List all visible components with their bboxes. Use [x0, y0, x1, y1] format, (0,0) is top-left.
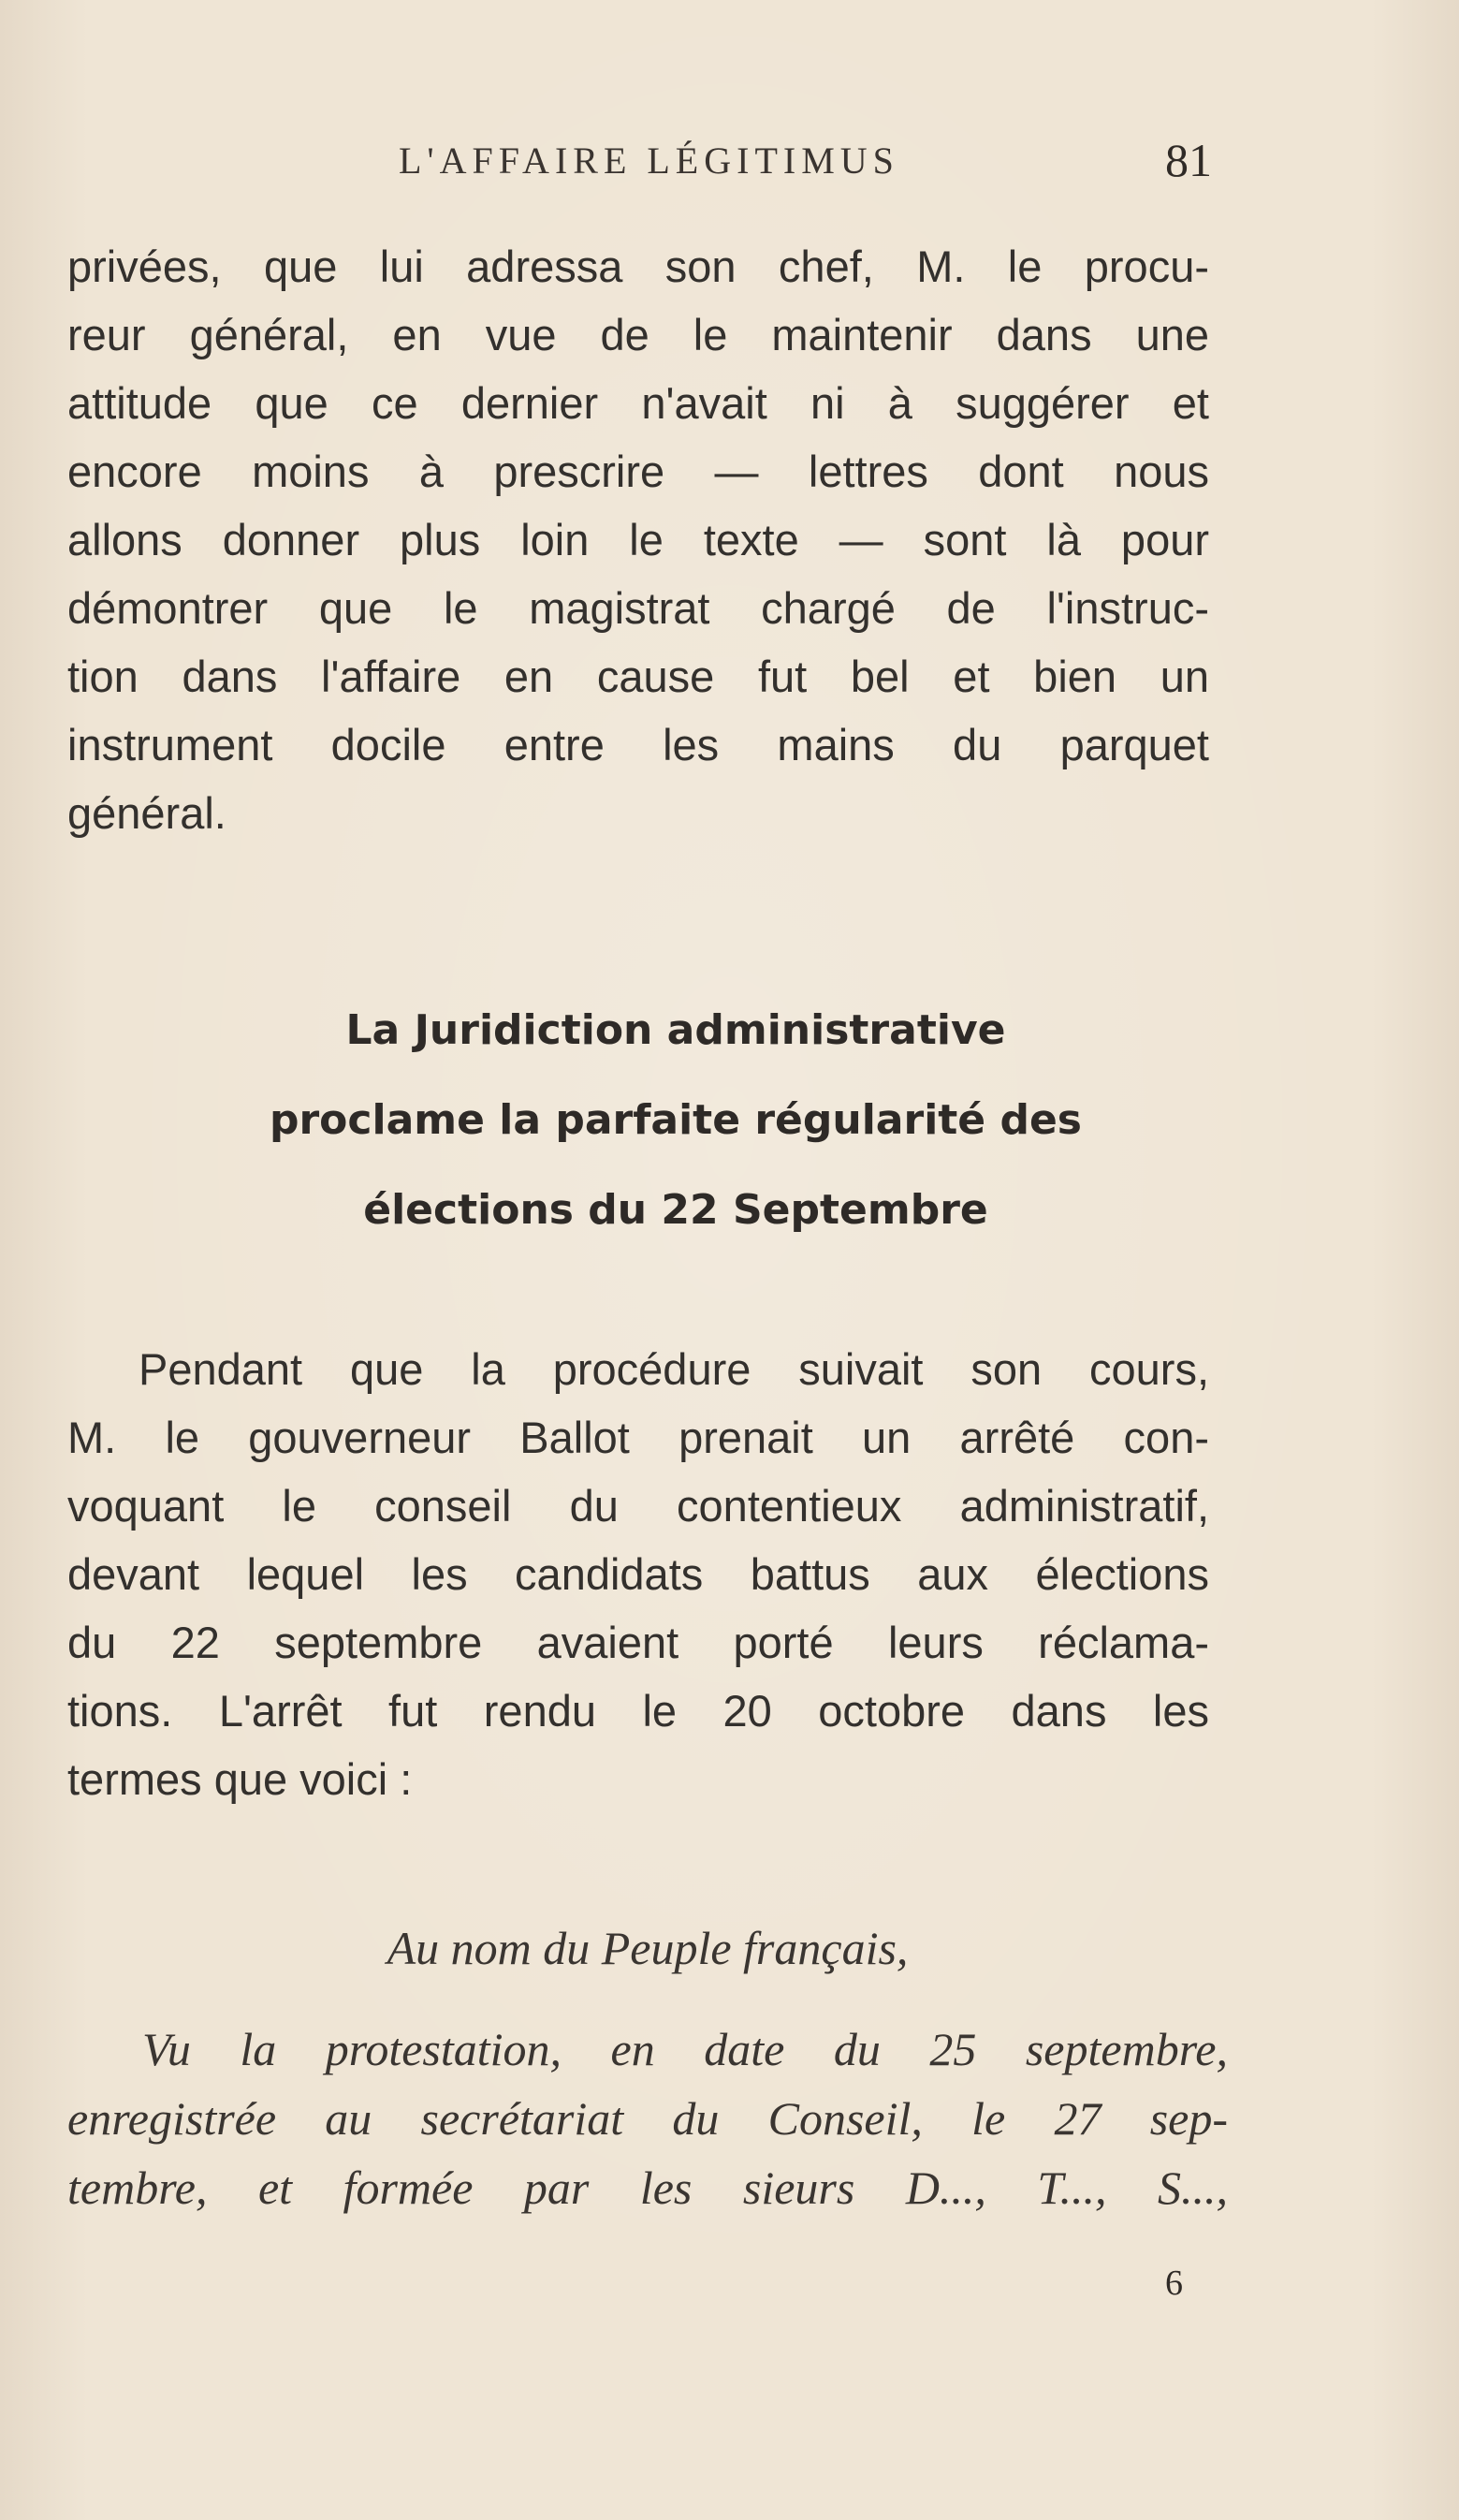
paragraph-1-line: tion dans l'affaire en cause fut bel et bien un — [67, 652, 1209, 701]
paragraph-2 — [67, 1335, 1209, 1813]
paragraph-1-line: instrument docile entre les mains du parquet — [67, 720, 1209, 769]
section-heading — [67, 986, 1284, 1255]
quotation-salutation: Au nom du Peuple français, — [387, 1922, 909, 1974]
quotation-line: enregistrée au secrétariat du Conseil, le 27 sep- — [67, 2092, 1228, 2145]
quotation-block — [67, 1921, 1228, 2239]
signature-mark: 6 — [1165, 2264, 1183, 2303]
paragraph-2-line: devant lequel les candidats battus aux élections — [67, 1549, 1209, 1599]
section-heading-line: élections du 22 Septembre — [363, 1186, 988, 1234]
paragraph-1-line: reur général, en vue de le maintenir dans une — [67, 310, 1209, 359]
paragraph-1-line: privées, que lui adressa son chef, M. le procu- — [67, 242, 1209, 291]
page-number: 81 — [1165, 134, 1212, 186]
quotation-line: Vu la protestation, en date du 25 septembre, — [142, 2023, 1228, 2075]
section-heading-line: La Juridiction administrative — [345, 1006, 1006, 1054]
quotation-line: tembre, et formée par les sieurs D..., T..., S..., — [67, 2161, 1228, 2214]
paragraph-1-line: encore moins à prescrire — lettres dont nous — [67, 447, 1209, 496]
paragraph-2-line: Pendant que la procédure suivait son cours, — [139, 1344, 1209, 1394]
paragraph-2-line: voquant le conseil du contentieux administratif, — [67, 1481, 1209, 1531]
paragraph-2-line: M. le gouverneur Ballot prenait un arrêté con- — [67, 1413, 1209, 1462]
quotation-paragraph — [67, 2015, 1228, 2222]
paragraph-1-line: attitude que ce dernier n'avait ni à suggérer et — [67, 378, 1209, 428]
paragraph-2-line: tions. L'arrêt fut rendu le 20 octobre dans les — [67, 1686, 1209, 1736]
paragraph-1 — [67, 232, 1209, 847]
running-head-title: L'AFFAIRE LÉGITIMUS — [399, 139, 899, 182]
paragraph-1-line: démontrer que le magistrat chargé de l'instruc- — [67, 583, 1209, 633]
section-heading-line: proclame la parfaite régularité des — [269, 1096, 1082, 1144]
paragraph-2-line: termes que voici : — [67, 1754, 413, 1804]
paragraph-2-line: du 22 septembre avaient porté leurs réclama- — [67, 1618, 1209, 1667]
paragraph-1-line: allons donner plus loin le texte — sont là pour — [67, 515, 1209, 564]
paragraph-1-line: général. — [67, 788, 226, 838]
